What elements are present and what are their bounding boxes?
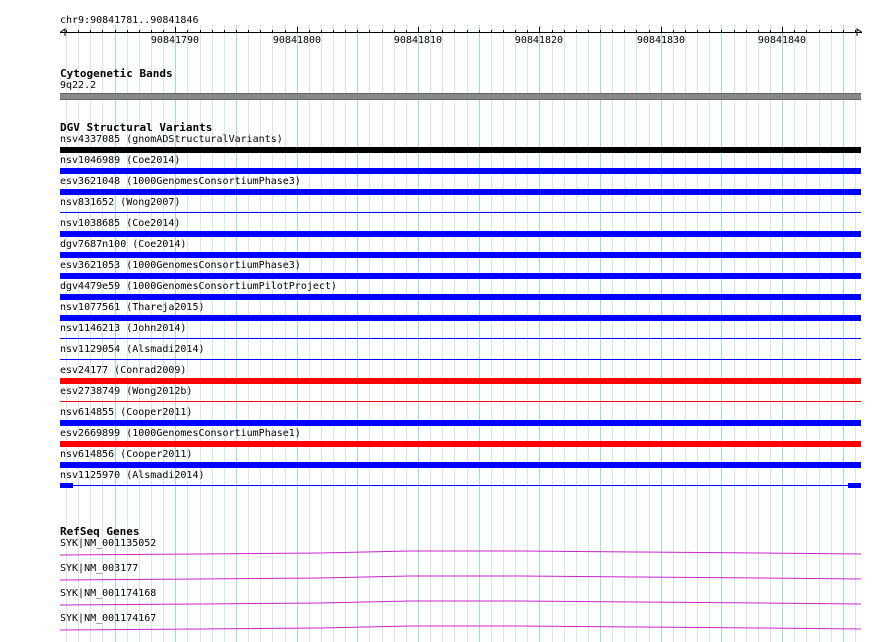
dgv-variant-label[interactable]: nsv1146213 (John2014) [60, 323, 187, 334]
refseq-gene-line [60, 601, 861, 605]
ruler-tick-label: 90841830 [636, 35, 686, 46]
dgv-variant-label[interactable]: nsv1038685 (Coe2014) [60, 218, 181, 229]
dgv-track-title: DGV Structural Variants [60, 121, 213, 134]
dgv-variant-feature[interactable] [60, 359, 861, 360]
ruler-tick-label: 90841810 [393, 35, 443, 46]
dgv-variant-endcap[interactable] [848, 483, 861, 488]
dgv-variant-label[interactable]: nsv4337085 (gnomADStructuralVariants) [60, 134, 283, 145]
dgv-variant-label[interactable]: nsv831652 (Wong2007) [60, 197, 181, 208]
dgv-variant-feature[interactable] [60, 462, 861, 468]
dgv-variant-feature[interactable] [60, 294, 861, 300]
ruler-tick-label: 90841790 [150, 35, 200, 46]
refseq-track-title: RefSeq Genes [60, 525, 140, 538]
dgv-variant-feature[interactable] [60, 441, 861, 447]
dgv-variant-feature[interactable] [60, 378, 861, 384]
dgv-variant-label[interactable]: nsv1077561 (Thareja2015) [60, 302, 205, 313]
dgv-variant-label[interactable]: nsv1046989 (Coe2014) [60, 155, 181, 166]
dgv-variant-label[interactable]: dgv7687n100 (Coe2014) [60, 239, 187, 250]
dgv-variant-label[interactable]: nsv1125970 (Alsmadi2014) [60, 470, 205, 481]
dgv-variant-label[interactable]: esv24177 (Conrad2009) [60, 365, 187, 376]
dgv-variant-endcap[interactable] [60, 483, 73, 488]
dgv-variant-feature[interactable] [60, 168, 861, 174]
dgv-variant-label[interactable]: nsv614856 (Cooper2011) [60, 449, 193, 460]
refseq-gene-line [60, 626, 861, 630]
dgv-variant-feature[interactable] [60, 231, 861, 237]
ruler-tick-label: 90841840 [757, 35, 807, 46]
cytoband-bar[interactable] [60, 93, 861, 100]
dgv-variant-feature[interactable] [60, 315, 861, 321]
dgv-variant-feature[interactable] [60, 212, 861, 213]
dgv-variant-label[interactable]: esv3621048 (1000GenomesConsortiumPhase3) [60, 176, 301, 187]
dgv-variant-feature[interactable] [60, 485, 861, 486]
refseq-gene-label[interactable]: SYK|NM_001135052 [60, 538, 157, 549]
ruler-tick-label: 90841800 [272, 35, 322, 46]
refseq-gene-label[interactable]: SYK|NM_001174167 [60, 613, 157, 624]
refseq-gene-label[interactable]: SYK|NM_003177 [60, 563, 139, 574]
dgv-variant-feature[interactable] [60, 338, 861, 339]
dgv-variant-label[interactable]: dgv4479e59 (1000GenomesConsortiumPilotProject) [60, 281, 337, 292]
refseq-gene-line [60, 576, 861, 580]
locus-label: chr9:90841781..90841846 [60, 15, 199, 26]
dgv-variant-label[interactable]: esv2738749 (Wong2012b) [60, 386, 193, 397]
cytoband-track-title: Cytogenetic Bands [60, 67, 173, 80]
dgv-variant-feature[interactable] [60, 252, 861, 258]
dgv-variant-feature[interactable] [60, 401, 861, 402]
dgv-variant-feature[interactable] [60, 147, 861, 153]
dgv-variant-label[interactable]: nsv1129054 (Alsmadi2014) [60, 344, 205, 355]
dgv-variant-feature[interactable] [60, 189, 861, 195]
dgv-variant-feature[interactable] [60, 273, 861, 279]
dgv-variant-label[interactable]: esv3621053 (1000GenomesConsortiumPhase3) [60, 260, 301, 271]
refseq-gene-label[interactable]: SYK|NM_001174168 [60, 588, 157, 599]
cytoband-name[interactable]: 9q22.2 [60, 80, 97, 91]
refseq-gene-line [60, 551, 861, 555]
dgv-variant-feature[interactable] [60, 420, 861, 426]
ruler-tick-label: 90841820 [514, 35, 564, 46]
dgv-variant-label[interactable]: esv2669899 (1000GenomesConsortiumPhase1) [60, 428, 301, 439]
dgv-variant-label[interactable]: nsv614855 (Cooper2011) [60, 407, 193, 418]
